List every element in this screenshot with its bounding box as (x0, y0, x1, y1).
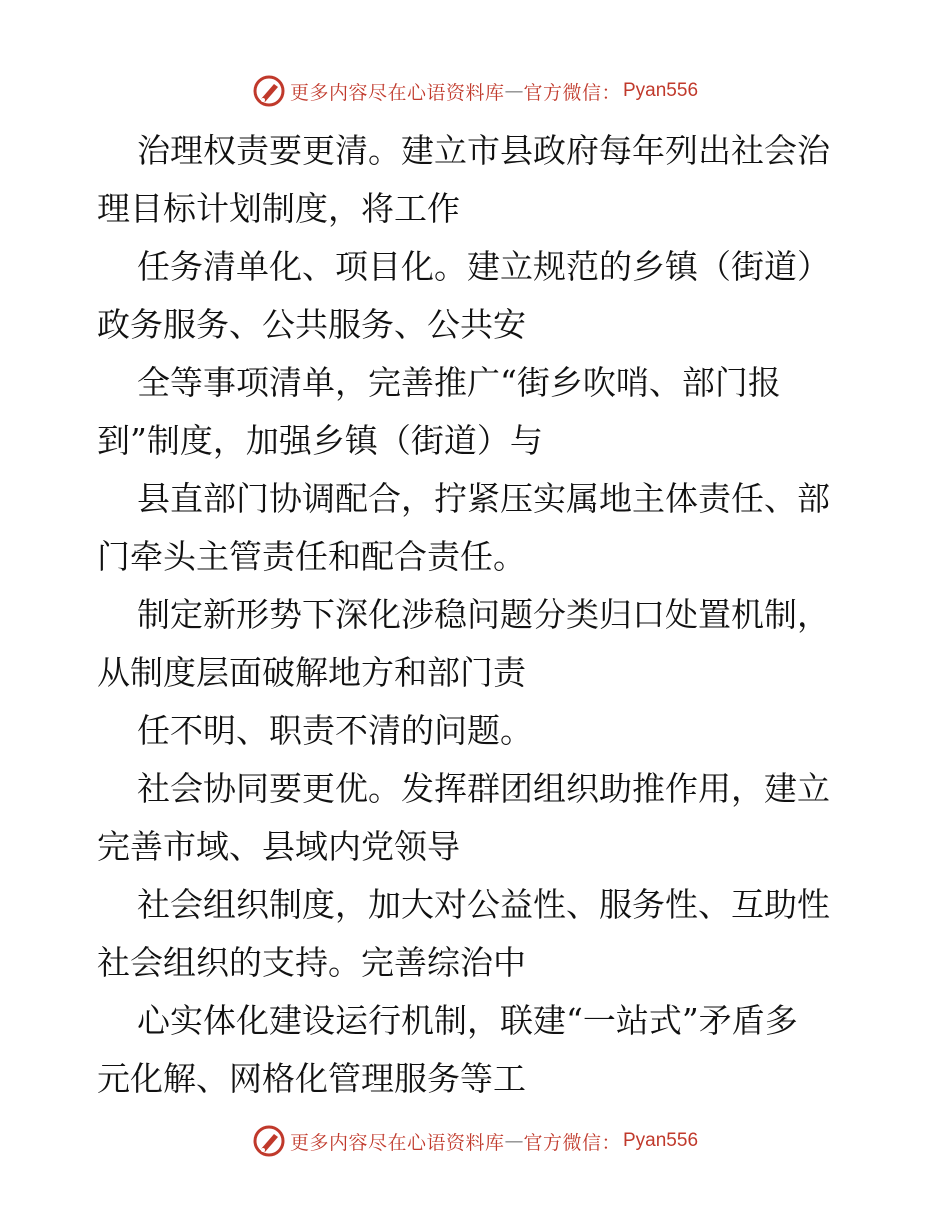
watermark-separator: — (504, 1130, 524, 1152)
body-line: 社会协同要更优。发挥群团组织助推作用，建立 (137, 769, 830, 808)
body-line: 门牵头主管责任和配合责任。 (97, 537, 526, 576)
watermark-separator: — (504, 80, 524, 102)
pen-logo-icon (252, 1124, 286, 1158)
header-watermark (0, 71, 950, 111)
body-line: 到”制度，加强乡镇（街道）与 (97, 421, 543, 460)
body-line: 县直部门协调配合，拧紧压实属地主体责任、部 (137, 479, 830, 518)
body-line: 从制度层面破解地方和部门责 (97, 653, 526, 692)
body-line: 任务清单化、项目化。建立规范的乡镇（街道） (137, 247, 830, 286)
body-line: 治理权责要更清。建立市县政府每年列出社会治 (137, 131, 830, 170)
body-line: 全等事项清单，完善推广“街乡吹哨、部门报 (137, 363, 781, 402)
body-line: 理目标计划制度，将工作 (97, 189, 460, 228)
body-line: 元化解、网格化管理服务等工 (97, 1059, 526, 1098)
body-line: 心实体化建设运行机制，联建“一站式”矛盾多 (137, 1001, 798, 1040)
watermark-site-text: 更多内容尽在心语资料库 (289, 81, 505, 104)
watermark-site-text: 更多内容尽在心语资料库 (289, 1131, 505, 1154)
body-line: 制定新形势下深化涉稳问题分类归口处置机制， (137, 595, 830, 634)
watermark-label: 官方微信： (523, 81, 621, 104)
body-line: 社会组织的支持。完善综治中 (97, 943, 526, 982)
footer-watermark (0, 1121, 950, 1161)
watermark-label: 官方微信： (523, 1131, 621, 1154)
pen-logo-icon (252, 74, 286, 108)
watermark-id: Pyan556 (623, 80, 699, 101)
watermark-id: Pyan556 (623, 1130, 699, 1151)
body-line: 社会组织制度，加大对公益性、服务性、互助性 (137, 885, 830, 924)
body-line: 政务服务、公共服务、公共安 (97, 305, 526, 344)
body-line: 任不明、职责不清的问题。 (137, 711, 533, 750)
document-body (97, 122, 867, 1108)
body-line: 完善市域、县域内党领导 (97, 827, 460, 866)
